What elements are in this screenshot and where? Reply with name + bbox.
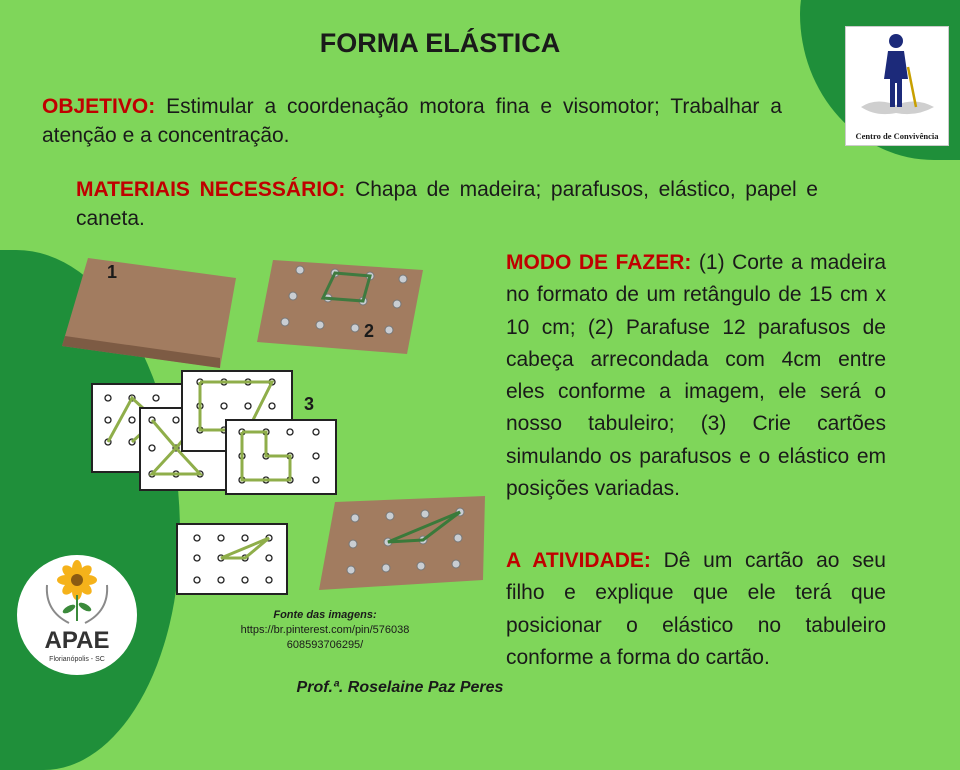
image-source-url-line2: 608593706295/ xyxy=(286,639,364,651)
pattern-cards-image xyxy=(90,368,340,496)
author-credit: Prof.ª. Roselaine Paz Peres xyxy=(296,679,504,696)
board-with-screws-image xyxy=(255,256,425,356)
objetivo-text: Estimular a coordenação motora fina e visomotor; Trabalhar a atenção e a concentração. xyxy=(42,95,782,147)
single-pattern-card-image xyxy=(175,522,290,596)
modo-label: MODO DE FAZER: xyxy=(506,251,692,274)
centro-convivencia-logo xyxy=(845,26,949,146)
image-label-2: 2 xyxy=(364,321,375,341)
atividade-text: Dê um cartão ao seu filho e explique que ele terá que posicionar o elástico no tabuleiro conforme a forma do cartão. xyxy=(506,549,886,669)
image-source-heading: Fonte das imagens: xyxy=(273,609,377,621)
page-title: FORMA ELÁSTICA xyxy=(319,28,561,58)
materiais-paragraph xyxy=(76,175,818,233)
image-source-url-line1: https://br.pinterest.com/pin/576038 xyxy=(240,624,410,636)
objetivo-paragraph xyxy=(42,92,782,150)
apae-location: Florianópolis - SC xyxy=(49,656,105,663)
modo-text: (1) Corte a madeira no formato de um retângulo de 15 cm x 10 cm; (2) Parafuse 12 parafusos de cabeça arrecondada com 4cm entre eles conforme a imagem, ele será o nosso tabuleiro; (3) Crie cartões simulando os parafusos e o elástico em posições variadas. xyxy=(506,251,887,501)
modo-paragraph xyxy=(506,247,886,505)
objetivo-label: OBJETIVO: xyxy=(42,95,156,118)
apae-name: APAE xyxy=(44,627,110,654)
image-source xyxy=(195,608,455,653)
apae-logo xyxy=(17,555,137,675)
wood-board-image xyxy=(60,250,240,370)
flower-hands-icon xyxy=(17,555,137,627)
materiais-label: MATERIAIS NECESSÁRIO: xyxy=(76,178,346,201)
image-label-1: 1 xyxy=(107,262,118,282)
board-with-elastic-image xyxy=(315,494,490,594)
atividade-paragraph xyxy=(506,545,886,674)
materiais-text: Chapa de madeira; parafusos, elástico, papel e caneta. xyxy=(76,178,818,230)
atividade-label: A ATIVIDADE: xyxy=(506,549,651,572)
elderly-person-icon xyxy=(846,27,948,127)
centro-convivencia-caption: Centro de Convivência xyxy=(855,131,939,141)
image-label-3: 3 xyxy=(304,394,315,414)
